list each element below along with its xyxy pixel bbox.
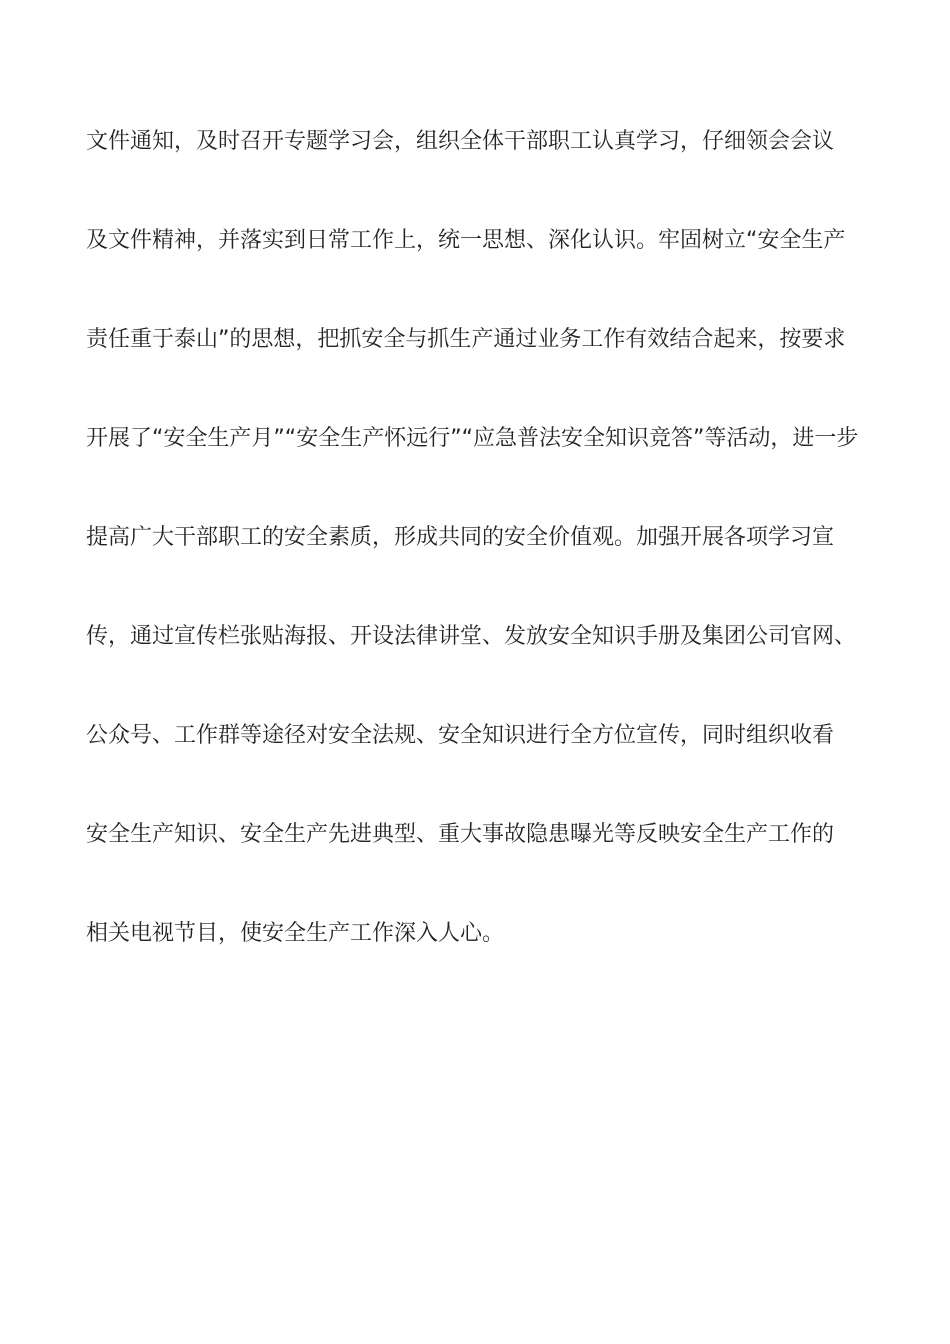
paragraph-line: 传，通过宣传栏张贴海报、开设法律讲堂、发放安全知识手册及集团公司官网、	[86, 624, 857, 649]
paragraph-line: 开展了“安全生产月”“安全生产怀远行”“应急普法安全知识竞答”等活动，进一步	[86, 426, 859, 451]
body-paragraph	[86, 130, 876, 1021]
paragraph-line: 及文件精神，并落实到日常工作上，统一思想、深化认识。牢固树立“安全生产	[86, 228, 846, 253]
paragraph-line: 安全生产知识、安全生产先进典型、重大事故隐患曝光等反映安全生产工作的	[86, 822, 835, 847]
paragraph-line: 责任重于泰山”的思想，把抓安全与抓生产通过业务工作有效结合起来，按要求	[86, 327, 846, 352]
paragraph-line: 相关电视节目，使安全生产工作深入人心。	[86, 921, 505, 946]
paragraph-line: 公众号、工作群等途径对安全法规、安全知识进行全方位宣传，同时组织收看	[86, 723, 835, 748]
paragraph-line: 提高广大干部职工的安全素质，形成共同的安全价值观。加强开展各项学习宣	[86, 525, 835, 550]
paragraph-line: 文件通知，及时召开专题学习会，组织全体干部职工认真学习，仔细领会会议	[86, 129, 835, 154]
